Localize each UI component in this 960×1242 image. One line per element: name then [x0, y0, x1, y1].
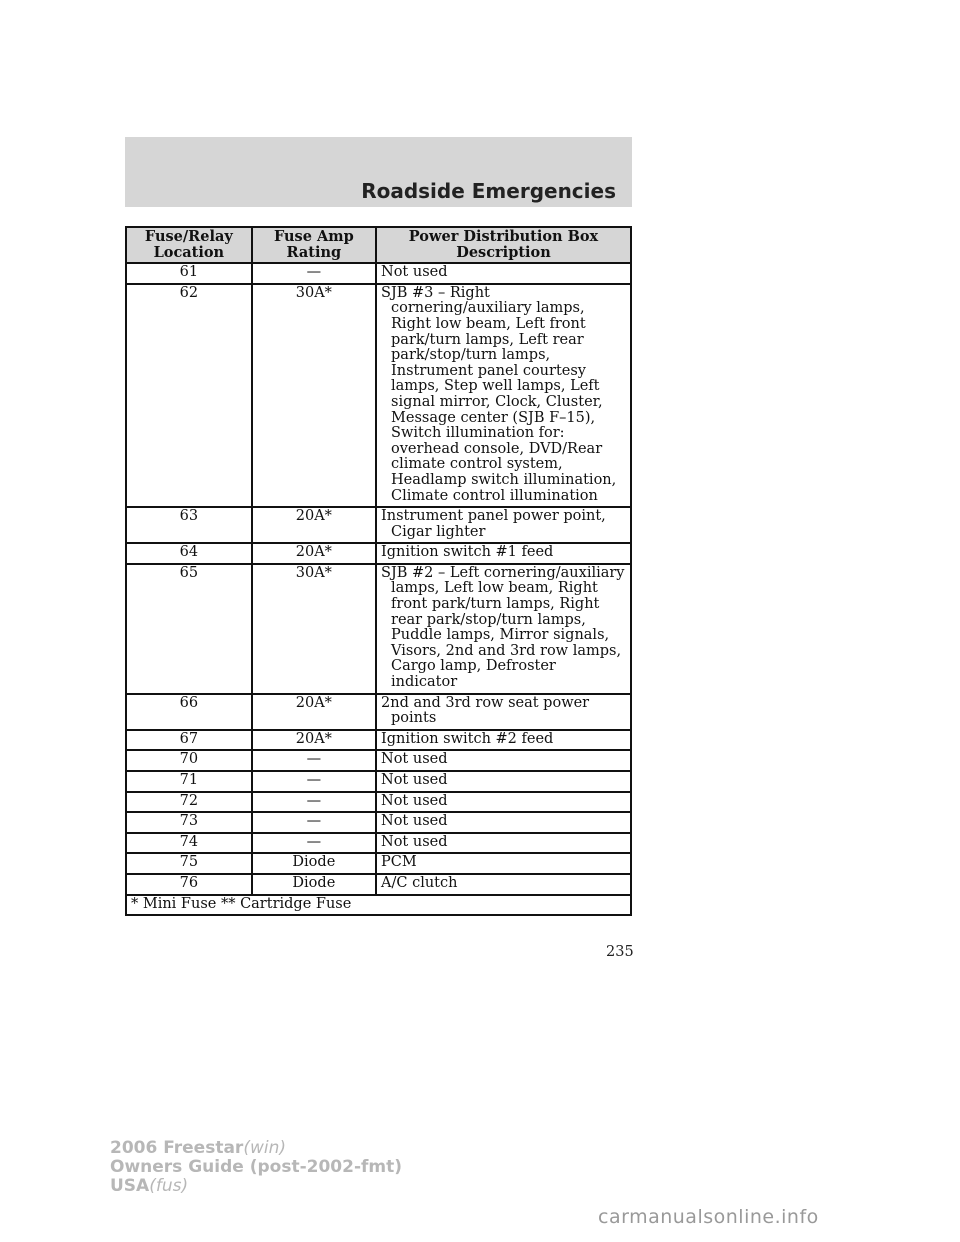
cell-description: [376, 853, 631, 874]
cell-location: 67: [126, 730, 252, 751]
cell-rating: —: [252, 771, 376, 792]
cell-rating: —: [252, 263, 376, 284]
table-row: [126, 792, 631, 813]
cell-location: 70: [126, 750, 252, 771]
cell-location: 63: [126, 507, 252, 543]
footer-market-code: (fus): [149, 1176, 189, 1196]
description-text: Ignition switch #2 feed: [381, 730, 554, 747]
watermark: carmanualsonline.info: [598, 1206, 819, 1228]
table-row: [126, 263, 631, 284]
cell-description: [376, 543, 631, 564]
section-title: Roadside Emergencies: [361, 179, 616, 203]
table-footnote: * Mini Fuse ** Cartridge Fuse: [126, 895, 631, 916]
description-text: SJB #2 – Left cornering/auxiliary lamps, Left low beam, Right front park/turn lamps, Right rear park/stop/turn lamps, Puddle lamps, Mirror signals, Visors, 2nd and 3rd row lamps, Cargo lamp, Defroster indicator: [381, 564, 625, 691]
description-text: Instrument panel power point, Cigar lighter: [381, 508, 606, 540]
description-text: Ignition switch #1 feed: [381, 544, 554, 561]
cell-description: [376, 694, 631, 730]
cell-rating: 20A*: [252, 730, 376, 751]
footer-model: 2006 Freestar: [110, 1138, 244, 1158]
footer-line-3: [110, 1177, 402, 1196]
footer-line-2: [110, 1158, 402, 1177]
cell-description: [376, 730, 631, 751]
cell-rating: Diode: [252, 874, 376, 895]
cell-location: 74: [126, 833, 252, 854]
cell-rating: —: [252, 792, 376, 813]
cell-description: [376, 750, 631, 771]
table-row: [126, 694, 631, 730]
footer-model-code: (win): [243, 1138, 286, 1158]
cell-rating: —: [252, 750, 376, 771]
table-row: [126, 543, 631, 564]
cell-rating: —: [252, 812, 376, 833]
description-text: Not used: [381, 813, 448, 830]
table-row: [126, 284, 631, 507]
cell-rating: 30A*: [252, 284, 376, 507]
description-text: 2nd and 3rd row seat power points: [381, 694, 590, 727]
fuse-table: [125, 226, 632, 916]
header-location: Fuse/Relay Location: [126, 227, 252, 263]
table-row: [126, 874, 631, 895]
table-row: [126, 853, 631, 874]
description-text: Not used: [381, 264, 448, 281]
footer-line-1: [110, 1139, 402, 1158]
table-row: [126, 730, 631, 751]
table-footnote-row: [126, 895, 631, 916]
cell-description: [376, 263, 631, 284]
footer-market: USA: [110, 1176, 150, 1196]
cell-location: 66: [126, 694, 252, 730]
cell-description: [376, 564, 631, 694]
cell-location: 76: [126, 874, 252, 895]
section-banner: [125, 137, 632, 207]
cell-rating: Diode: [252, 853, 376, 874]
cell-location: 72: [126, 792, 252, 813]
description-text: PCM: [381, 854, 417, 871]
table-body: [126, 263, 631, 894]
page-number: 235: [606, 944, 634, 960]
cell-description: [376, 833, 631, 854]
cell-rating: 20A*: [252, 507, 376, 543]
table-row: [126, 833, 631, 854]
table-header-row: [126, 227, 631, 263]
cell-description: [376, 874, 631, 895]
table-row: [126, 771, 631, 792]
cell-rating: 20A*: [252, 694, 376, 730]
document-footer: [110, 1139, 402, 1196]
header-description: Power Distribution Box Description: [376, 227, 631, 263]
header-rating: Fuse Amp Rating: [252, 227, 376, 263]
cell-rating: —: [252, 833, 376, 854]
cell-description: [376, 507, 631, 543]
description-text: A/C clutch: [381, 874, 458, 891]
description-text: Not used: [381, 792, 448, 809]
description-text: Not used: [381, 751, 448, 768]
cell-location: 71: [126, 771, 252, 792]
cell-location: 75: [126, 853, 252, 874]
cell-description: [376, 812, 631, 833]
table-row: [126, 507, 631, 543]
cell-rating: 30A*: [252, 564, 376, 694]
description-text: Not used: [381, 772, 448, 788]
cell-location: 61: [126, 263, 252, 284]
table-row: [126, 564, 631, 694]
cell-location: 62: [126, 284, 252, 507]
table-row: [126, 812, 631, 833]
cell-description: [376, 771, 631, 792]
cell-location: 64: [126, 543, 252, 564]
footer-guide: Owners Guide (post-2002-fmt): [110, 1157, 403, 1177]
table-row: [126, 750, 631, 771]
cell-location: 65: [126, 564, 252, 694]
cell-location: 73: [126, 812, 252, 833]
cell-rating: 20A*: [252, 543, 376, 564]
description-text: Not used: [381, 833, 448, 850]
description-text: SJB #3 – Right cornering/auxiliary lamps, Right low beam, Left front park/turn lamps, Left rear park/stop/turn lamps, Instrument panel courtesy lamps, Step well lamps, Left signal mirror, Clock, Cluster, Message center (SJB F–15), Switch illumination for: overhead console, DVD/Rear climate control system, Headlamp switch illumination, Climate control illumination: [381, 284, 617, 504]
cell-description: [376, 792, 631, 813]
cell-description: [376, 284, 631, 507]
